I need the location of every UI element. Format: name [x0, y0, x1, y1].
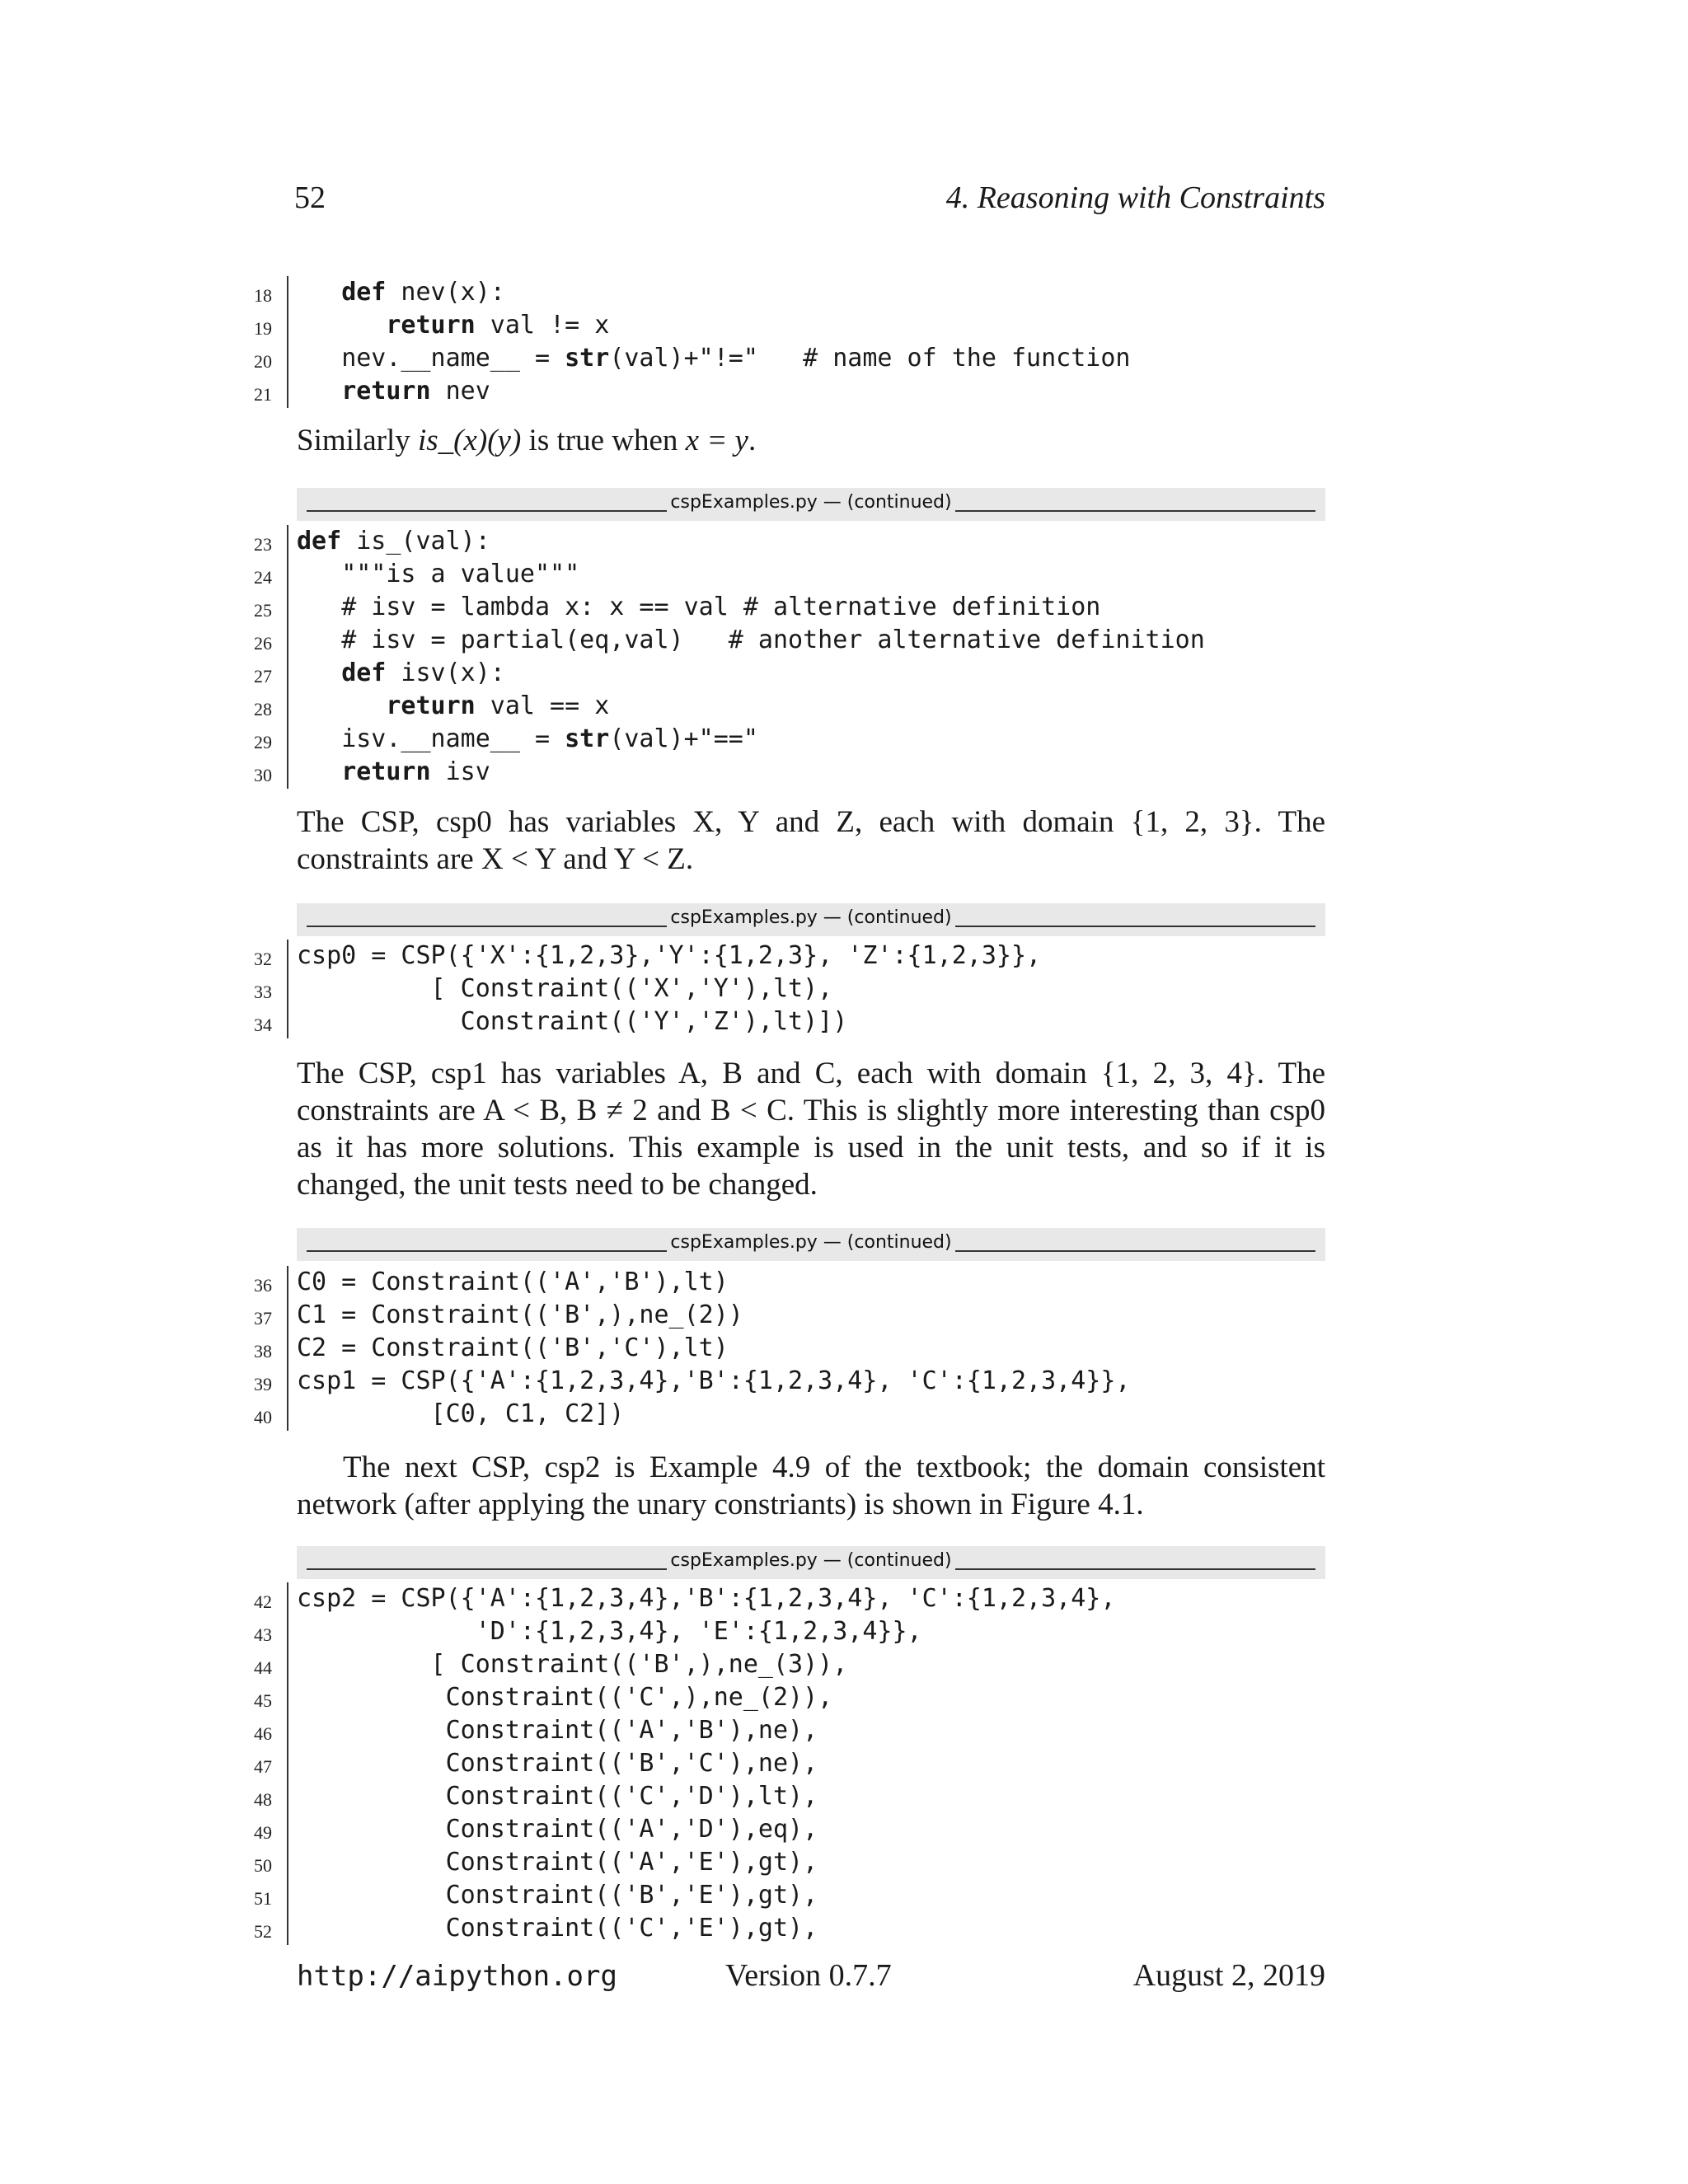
code-rest: val != x: [475, 311, 610, 340]
para1-text-b: is true when: [521, 424, 686, 457]
code-gutter-rule: [287, 1846, 288, 1879]
code-line: [239, 309, 1393, 342]
code-line: [239, 525, 1393, 558]
para1-text-c: .: [748, 424, 757, 457]
code-gutter-rule: [287, 1912, 288, 1945]
code-indent: [297, 344, 341, 373]
code-text: [297, 1268, 729, 1296]
line-number: 34: [254, 1015, 272, 1035]
code-rest: nev(x):: [386, 278, 505, 307]
line-number: 43: [254, 1624, 272, 1645]
code-rest: csp2 = CSP({'A':{1,2,3,4},'B':{1,2,3,4}, 'C':{1,2,3,4},: [297, 1584, 1116, 1613]
code-gutter-rule: [287, 1299, 288, 1332]
code-rest: # isv = lambda x: x == val # alternative definition: [341, 593, 1101, 621]
code-gutter-rule: [287, 1747, 288, 1780]
code-text: [297, 1366, 1130, 1395]
code-text: [297, 757, 490, 786]
code-line: [239, 624, 1393, 657]
code-text: [297, 658, 505, 687]
code-rest: """is a value""": [341, 560, 580, 588]
code-indent: [297, 593, 341, 621]
code-gutter-rule: [287, 1780, 288, 1813]
code-listing-1: [239, 276, 1393, 408]
code-rest: Constraint(('C','D'),lt),: [297, 1782, 818, 1811]
code-gutter-rule: [287, 690, 288, 723]
footer-url[interactable]: http://aipython.org: [297, 1960, 617, 1993]
code-text: [297, 1617, 922, 1646]
listing-caption: cspExamples.py — (continued): [297, 1232, 1325, 1253]
code-rest: Constraint(('C',),ne_(2)),: [297, 1683, 833, 1712]
code-line: [239, 1681, 1393, 1714]
code-gutter-rule: [287, 1681, 288, 1714]
code-text: [297, 1782, 818, 1811]
page-number: 52: [294, 180, 326, 215]
code-rest: C0 = Constraint(('A','B'),lt): [297, 1268, 729, 1296]
code-text: [297, 1881, 818, 1910]
code-line: [239, 972, 1393, 1005]
code-line: [239, 1747, 1393, 1780]
code-gutter-rule: [287, 756, 288, 789]
code-gutter-rule: [287, 525, 288, 558]
code-rest: (val)+"==": [609, 724, 758, 753]
code-text: [297, 377, 490, 405]
listing-header: [297, 903, 1325, 936]
code-gutter-rule: [287, 1879, 288, 1912]
line-number: 42: [254, 1591, 272, 1612]
code-rest: Constraint(('B','C'),ne),: [297, 1749, 818, 1778]
code-gutter-rule: [287, 1332, 288, 1365]
code-listing-3: [239, 940, 1393, 1038]
code-keyword: def: [341, 658, 387, 687]
line-number: 40: [254, 1407, 272, 1427]
code-indent: [297, 311, 386, 340]
line-number: 50: [254, 1855, 272, 1876]
code-text: [297, 974, 832, 1003]
code-gutter-rule: [287, 1813, 288, 1846]
footer-version: Version 0.7.7: [725, 1958, 892, 1993]
code-gutter-rule: [287, 723, 288, 756]
code-text: [297, 593, 1100, 621]
listing-caption: cspExamples.py — (continued): [297, 1550, 1325, 1571]
code-indent: [297, 278, 341, 307]
code-text: [297, 1716, 818, 1745]
line-number: 45: [254, 1690, 272, 1711]
code-gutter-rule: [287, 1582, 288, 1615]
code-line: [239, 1813, 1393, 1846]
code-gutter-rule: [287, 309, 288, 342]
line-number: 37: [254, 1308, 272, 1329]
code-line: [239, 1582, 1393, 1615]
line-number: 47: [254, 1756, 272, 1777]
code-rest: Constraint(('C','E'),gt),: [297, 1914, 818, 1943]
line-number: 27: [254, 666, 272, 687]
code-indent: [297, 377, 341, 405]
line-number: 36: [254, 1275, 272, 1296]
code-gutter-rule: [287, 972, 288, 1005]
para1-function: is_(x)(y): [417, 424, 522, 457]
line-number: 49: [254, 1822, 272, 1843]
code-line: [239, 940, 1393, 972]
code-gutter-rule: [287, 1398, 288, 1431]
code-rest: Constraint(('A','E'),gt),: [297, 1848, 818, 1877]
code-gutter-rule: [287, 1615, 288, 1648]
code-text: [297, 1301, 743, 1329]
code-gutter-rule: [287, 940, 288, 972]
code-keyword: return: [386, 691, 476, 720]
code-rest: isv: [430, 757, 490, 786]
code-line: [239, 1648, 1393, 1681]
code-line: [239, 1299, 1393, 1332]
code-gutter-rule: [287, 375, 288, 408]
code-text: [297, 1749, 818, 1778]
code-rest: Constraint(('A','D'),eq),: [297, 1815, 818, 1844]
code-gutter-rule: [287, 558, 288, 591]
listing-caption: cspExamples.py — (continued): [297, 492, 1325, 513]
code-text: [297, 527, 490, 555]
code-text: [297, 1914, 818, 1943]
code-gutter-rule: [287, 657, 288, 690]
line-number: 52: [254, 1921, 272, 1942]
code-rest: nev: [430, 377, 490, 405]
code-gutter-rule: [287, 1714, 288, 1747]
code-line: [239, 1365, 1393, 1398]
code-rest: csp1 = CSP({'A':{1,2,3,4},'B':{1,2,3,4}, 'C':{1,2,3,4}},: [297, 1366, 1131, 1395]
code-listing-2: [239, 525, 1393, 789]
line-number: 28: [254, 699, 272, 719]
line-number: 30: [254, 765, 272, 785]
line-number: 44: [254, 1657, 272, 1678]
code-text: [297, 724, 758, 753]
line-number: 26: [254, 633, 272, 654]
line-number: 23: [254, 534, 272, 555]
code-indent: [297, 691, 386, 720]
code-keyword: return: [341, 377, 431, 405]
code-prefix: nev.__name__ =: [341, 344, 565, 373]
line-number: 18: [254, 285, 272, 306]
code-text: [297, 1683, 832, 1712]
code-text: [297, 278, 505, 307]
code-indent: [297, 658, 341, 687]
para4-text: The next CSP, csp2 is Example 4.9 of the textbook; the domain consistent network (after applying the unary constriants) is shown in Figure 4.1.: [297, 1451, 1325, 1521]
code-rest: # isv = partial(eq,val) # another alternative definition: [341, 626, 1205, 654]
code-line: [239, 1846, 1393, 1879]
code-gutter-rule: [287, 1365, 288, 1398]
code-rest: [C0, C1, C2]): [297, 1399, 625, 1428]
line-number: 24: [254, 567, 272, 588]
line-number: 29: [254, 732, 272, 752]
code-rest: [ Constraint(('X','Y'),lt),: [297, 974, 833, 1003]
code-rest: isv(x):: [386, 658, 505, 687]
running-head: 4. Reasoning with Constraints: [945, 180, 1325, 215]
code-text: [297, 1399, 624, 1428]
para1-equation: x = y: [685, 424, 748, 457]
code-line: [239, 1879, 1393, 1912]
code-line: [239, 558, 1393, 591]
code-listing-4: [239, 1266, 1393, 1431]
listing-header: [297, 1546, 1325, 1579]
code-gutter-rule: [287, 591, 288, 624]
code-gutter-rule: [287, 342, 288, 375]
paragraph-csp2: [297, 1449, 1325, 1523]
code-line: [239, 657, 1393, 690]
para3-text: The CSP, csp1 has variables A, B and C, each with domain {1, 2, 3, 4}. The constraints are A < B, B ≠ 2 and B < C. This is slightly more interesting than csp0 as it has more solutions. This example is used in the unit tests, and so if it is changed, the unit tests need to be changed.: [297, 1057, 1325, 1202]
code-line: [239, 690, 1393, 723]
code-text: [297, 344, 1130, 373]
line-number: 20: [254, 351, 272, 372]
line-number: 33: [254, 982, 272, 1002]
listing-caption: cspExamples.py — (continued): [297, 907, 1325, 928]
line-number: 38: [254, 1341, 272, 1361]
code-line: [239, 591, 1393, 624]
code-keyword: return: [386, 311, 476, 340]
code-keyword: def: [297, 527, 342, 555]
code-line: [239, 1912, 1393, 1945]
code-indent: [297, 626, 341, 654]
code-listing-5: [239, 1582, 1393, 1945]
code-text: [297, 626, 1205, 654]
code-text: [297, 1815, 818, 1844]
listing-header: [297, 1228, 1325, 1261]
line-number: 19: [254, 318, 272, 339]
code-text: [297, 560, 579, 588]
line-number: 32: [254, 949, 272, 969]
listing-header: [297, 488, 1325, 521]
code-rest: is_(val):: [341, 527, 490, 555]
code-gutter-rule: [287, 1648, 288, 1681]
code-keyword: return: [341, 757, 431, 786]
code-line: [239, 1780, 1393, 1813]
code-line: [239, 276, 1393, 309]
line-number: 21: [254, 384, 272, 405]
code-indent: [297, 560, 341, 588]
code-indent: [297, 757, 341, 786]
code-text: [297, 311, 609, 340]
code-line: [239, 1398, 1393, 1431]
code-line: [239, 342, 1393, 375]
code-line: [239, 723, 1393, 756]
code-rest: C2 = Constraint(('B','C'),lt): [297, 1333, 729, 1362]
code-rest: C1 = Constraint(('B',),ne_(2)): [297, 1301, 743, 1329]
code-rest: Constraint(('Y','Z'),lt)]): [297, 1007, 848, 1036]
code-line: [239, 756, 1393, 789]
code-line: [239, 1714, 1393, 1747]
code-keyword: str: [565, 724, 610, 753]
code-line: [239, 1266, 1393, 1299]
code-keyword: def: [341, 278, 387, 307]
code-line: [239, 1332, 1393, 1365]
code-gutter-rule: [287, 624, 288, 657]
paragraph-csp0: [297, 804, 1325, 878]
paragraph-is-function: [297, 422, 1325, 459]
code-indent: [297, 724, 341, 753]
code-rest: 'D':{1,2,3,4}, 'E':{1,2,3,4}},: [297, 1617, 922, 1646]
line-number: 48: [254, 1789, 272, 1810]
code-text: [297, 1584, 1115, 1613]
code-keyword: str: [565, 344, 610, 373]
code-text: [297, 941, 1041, 970]
code-text: [297, 1848, 818, 1877]
line-number: 25: [254, 600, 272, 621]
code-rest: val == x: [475, 691, 610, 720]
line-number: 51: [254, 1888, 272, 1909]
code-rest: [ Constraint(('B',),ne_(3)),: [297, 1650, 848, 1679]
code-prefix: isv.__name__ =: [341, 724, 565, 753]
code-text: [297, 1007, 847, 1036]
line-number: 46: [254, 1723, 272, 1744]
code-gutter-rule: [287, 1005, 288, 1038]
footer-date: August 2, 2019: [1132, 1958, 1325, 1993]
code-rest: Constraint(('B','E'),gt),: [297, 1881, 818, 1910]
para2-text: The CSP, csp0 has variables X, Y and Z, each with domain {1, 2, 3}. The constraints are X < Y and Y < Z.: [297, 805, 1325, 876]
code-rest: Constraint(('A','B'),ne),: [297, 1716, 818, 1745]
paragraph-csp1: [297, 1055, 1325, 1203]
code-text: [297, 691, 609, 720]
code-line: [239, 1005, 1393, 1038]
code-rest: csp0 = CSP({'X':{1,2,3},'Y':{1,2,3}, 'Z':{1,2,3}},: [297, 941, 1042, 970]
code-gutter-rule: [287, 276, 288, 309]
code-line: [239, 1615, 1393, 1648]
line-number: 39: [254, 1374, 272, 1394]
para1-text-a: Similarly: [297, 424, 418, 457]
code-text: [297, 1333, 729, 1362]
code-line: [239, 375, 1393, 408]
code-gutter-rule: [287, 1266, 288, 1299]
code-text: [297, 1650, 847, 1679]
code-rest: (val)+"!=" # name of the function: [609, 344, 1131, 373]
